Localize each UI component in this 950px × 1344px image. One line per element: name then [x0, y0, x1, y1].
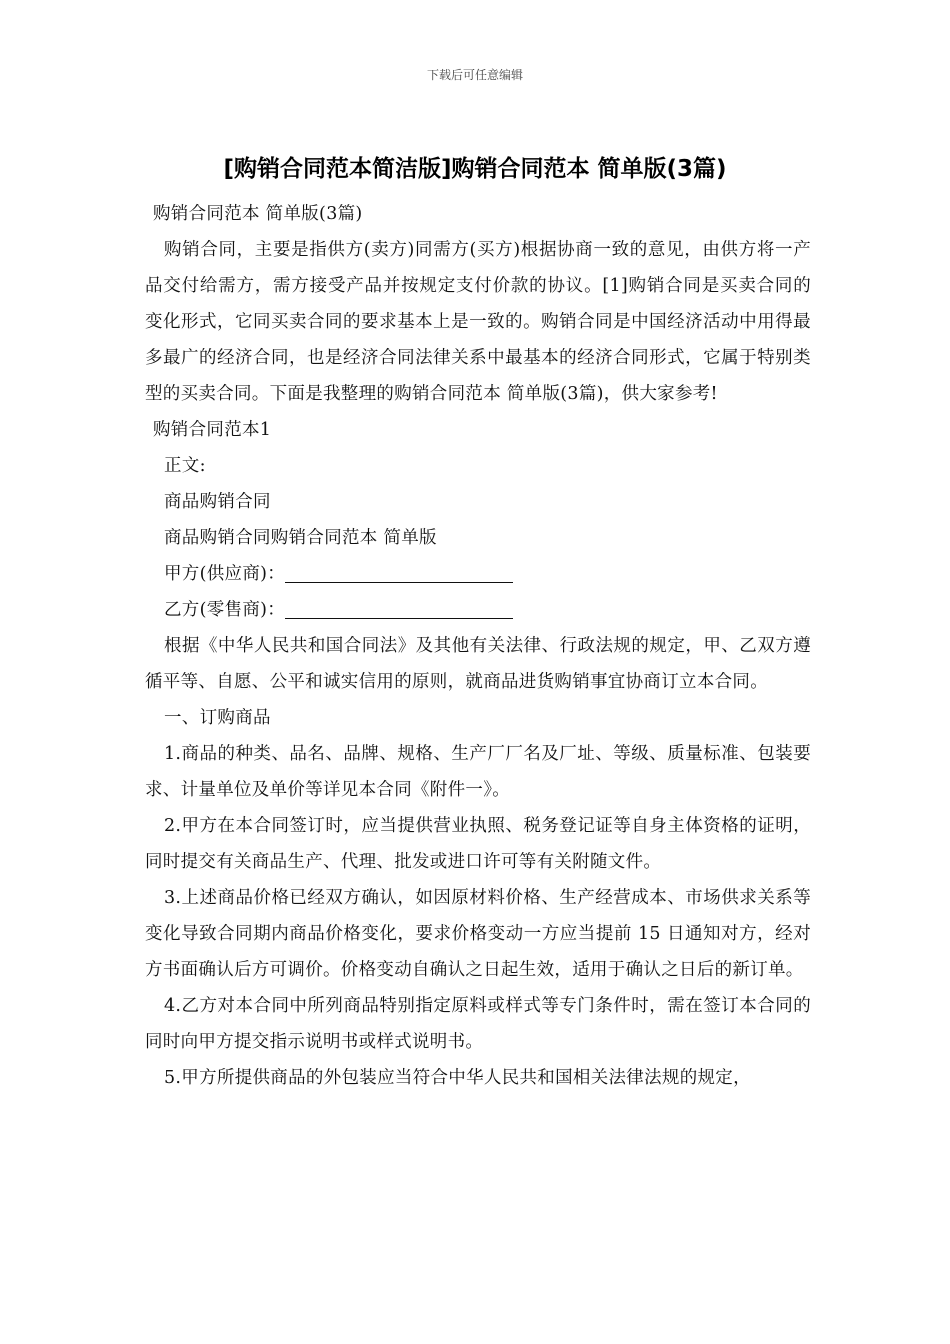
party-a-label: 甲方(供应商)：	[164, 564, 286, 584]
clause-1: 1.商品的种类、品名、品牌、规格、生产厂厂名及厂址、等级、质量标准、包装要求、计量单位及单价等详见本合同《附件一》。	[145, 744, 811, 800]
document-body	[145, 196, 811, 1096]
header-note: 下载后可任意编辑	[426, 68, 523, 82]
sample-heading: 购销合同范本1	[153, 420, 272, 440]
contract-subtitle: 商品购销合同购销合同范本 简单版	[164, 528, 437, 548]
clause-5: 5.甲方所提供商品的外包装应当符合中华人民共和国相关法律法规的规定，	[164, 1068, 751, 1088]
preamble-paragraph: 根据《中华人民共和国合同法》及其他有关法律、行政法规的规定，甲、乙双方遵循平等、自愿、公平和诚实信用的原则，就商品进货购销事宜协商订立本合同。	[145, 636, 811, 692]
section1-heading: 一、订购商品	[164, 708, 271, 728]
clause-4: 4.乙方对本合同中所列商品特别指定原料或样式等专门条件时，需在签订本合同的同时向甲方提交指示说明书或样式说明书。	[145, 996, 811, 1052]
party-b-blank	[285, 596, 513, 619]
contract-name: 商品购销合同	[164, 492, 271, 512]
intro-paragraph: 购销合同，主要是指供方(卖方)同需方(买方)根据协商一致的意见，由供方将一产品交付给需方，需方接受产品并按规定支付价款的协议。[1]购销合同是买卖合同的变化形式，它同买卖合同的要求基本上是一致的。购销合同是中国经济活动中用得最多最广的经济合同，也是经济合同法律关系中最基本的经济合同形式，它属于特别类型的买卖合同。下面是我整理的购销合同范本 简单版(3篇)，供大家参考!	[145, 240, 811, 404]
party-b-label: 乙方(零售商)：	[164, 600, 286, 620]
party-b-line	[145, 592, 811, 628]
subtitle: 购销合同范本 简单版(3篇)	[153, 204, 363, 224]
party-a-blank	[285, 560, 513, 583]
clause-3: 3.上述商品价格已经双方确认，如因原材料价格、生产经营成本、市场供求关系等变化导致合同期内商品价格变化，要求价格变动一方应当提前 15 日通知对方，经对方书面确认后方可调价。价格变动自确认之日起生效，适用于确认之日后的新订单。	[145, 888, 811, 980]
document-title: [购销合同范本简洁版]购销合同范本 简单版(3篇)	[223, 156, 727, 182]
clause-2: 2.甲方在本合同签订时，应当提供营业执照、税务登记证等自身主体资格的证明，同时提交有关商品生产、代理、批发或进口许可等有关附随文件。	[145, 816, 811, 872]
party-a-line	[145, 556, 811, 592]
text-label: 正文:	[164, 456, 206, 476]
